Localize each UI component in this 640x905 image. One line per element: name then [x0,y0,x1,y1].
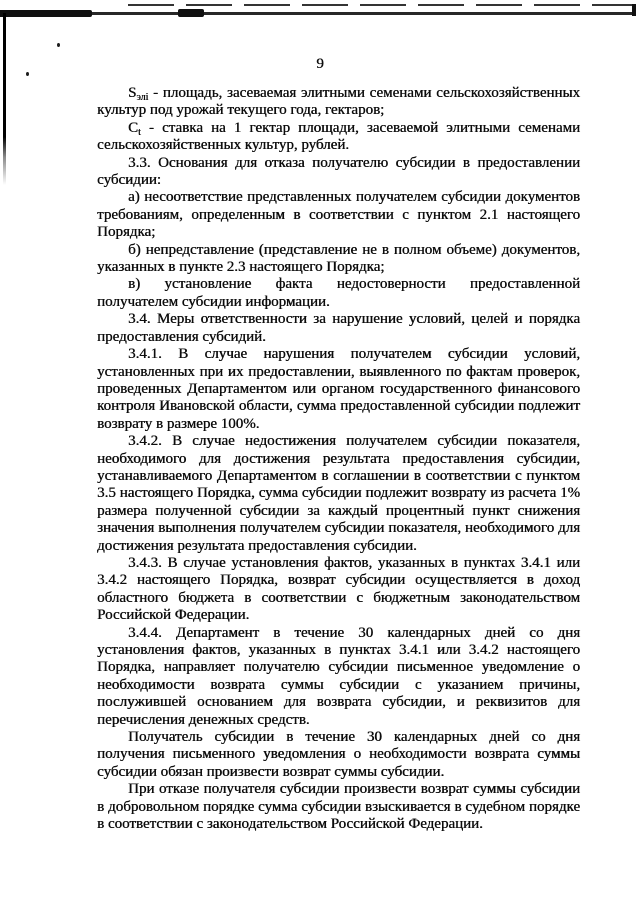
paragraph: а) несоответствие представленных получателем субсидии документов требованиям, определенным в соответствии с пунктом 2.1 настоящего Порядка; [97,189,580,241]
paragraph: б) непредставление (представление не в полном объеме) документов, указанных в пункте 2.3 настоящего Порядка; [97,241,580,276]
paragraph: 3.3. Основания для отказа получателю субсидии в предоставлении субсидии: [97,154,580,189]
scan-edge-top-upper-line [128,4,636,6]
scan-edge-top-line [0,12,636,15]
paragraph: в) установление факта недостоверности предоставленной получателем субсидии информации. [97,276,580,310]
paragraph: 3.4.1. В случае нарушения получателем субсидии условий, установленных при их предоставлении, выявленного по фактам проверок, проведенных Департаментом или органом государственного финансового контроля Ивановской области, сумма предоставленной субсидии подлежит возврату в размере 100%. [97,346,580,432]
scan-edge-right-corner [632,4,636,16]
scan-edge-top-ink-blob [178,9,204,17]
page-number: 9 [316,56,324,72]
paragraph: 3.4.2. В случае недостижения получателем субсидии показателя, необходимого для достижения результата предоставления субсидии, устанавливаемого Департаментом в соглашении в соответствии с пунктом 3.5 настоящего Порядка, сумма субсидии подлежит возврату из расчета 1% размера полученной субсидии за каждый процентный пункт снижения значения выполнения получателем субсидии показателя, необходимого для достижения результата предоставления субсидии. [97,433,580,554]
paragraph: Получатель субсидии в течение 30 календарных дней со дня получения письменного уведомления о необходимости возврата суммы субсидии обязан произвести возврат суммы субсидии. [97,729,580,780]
paragraph: $С_t$ - ставка на 1 гектар площади, засеваемой элитными семенами сельскохозяйственных культур, рублей. [97,119,580,154]
paragraph: 3.4. Меры ответственности за нарушение условий, целей и порядка предоставления субсидий. [97,311,580,345]
scan-edge-left-line [3,13,6,185]
paragraph: При отказе получателя субсидии произвести возврат суммы субсидии в добровольном порядке сумма субсидии взыскивается в судебном порядке в соответствии с законодательством Российской Федерации. [97,781,580,833]
scan-edge-top-thick-segment [0,10,92,17]
paragraph: 3.4.4. Департамент в течение 30 календарных дней со дня установления фактов, указанных в пунктах 3.4.1 или 3.4.2 настоящего Порядка, направляет получателю субсидии письменное уведомление о необходимости возврата суммы субсидии с указанием причины, послужившей основанием для возврата субсидии, и реквизитов для перечисления денежных средств. [97,624,580,728]
ink-speck [57,43,60,47]
paragraph: 3.4.3. В случае установления фактов, указанных в пунктах 3.4.1 или 3.4.2 настоящего Порядка, возврат субсидии осуществляется в доход областного бюджета в соответствии с бюджетным законодательством Российской Федерации. [97,554,580,624]
document-body [97,85,580,833]
paragraph: $S_{элi}$ - площадь, засеваемая элитными семенами сельскохозяйственных культур под урожай текущего года, гектаров; [97,85,580,119]
